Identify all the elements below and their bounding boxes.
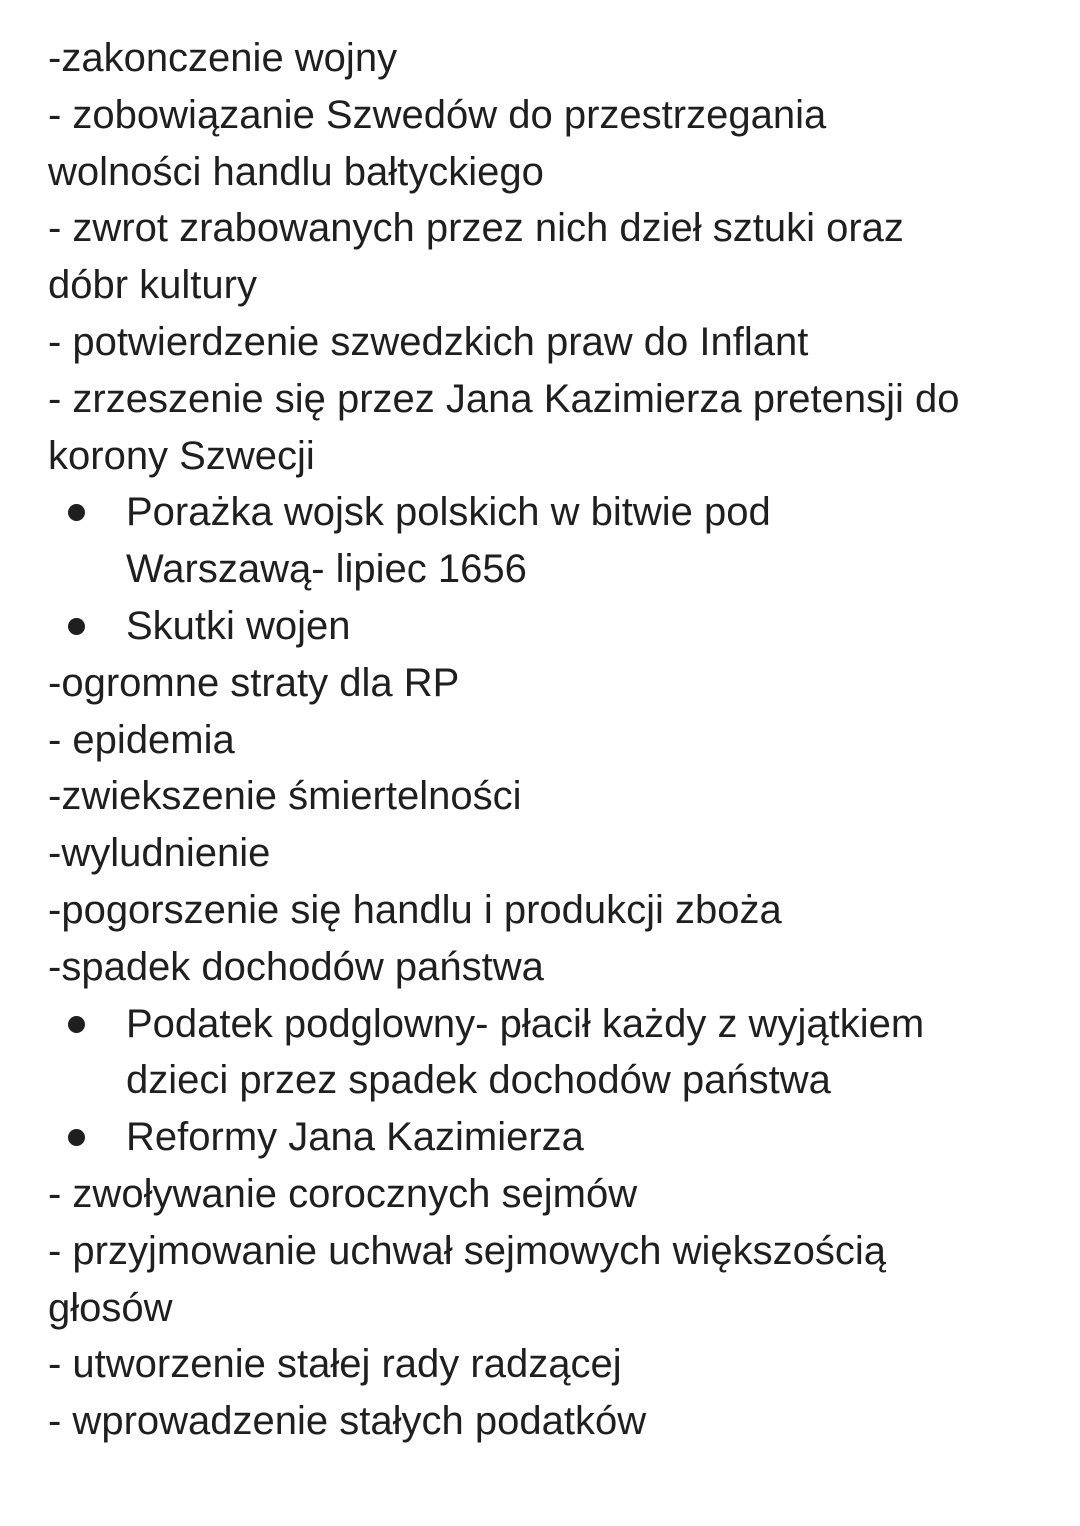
text-line: -pogorszenie się handlu i produkcji zboża (48, 887, 782, 932)
bullet-item (48, 598, 1040, 655)
text-line: -zakonczenie wojny (48, 36, 398, 80)
bullet-text: Warszawą- lipiec 1656 (126, 547, 527, 592)
text-line: -spadek dochodów państwa (48, 944, 544, 989)
text-line: - utworzenie stałej rady radzącej (48, 1342, 622, 1387)
text-line: - zwrot zrabowanych przez nich dzieł sztuki oraz (48, 206, 904, 251)
bullet-dot-icon (68, 618, 85, 635)
bullet-item (48, 996, 1040, 1110)
text-line: - zwoływanie corocznych sejmów (48, 1171, 638, 1216)
bullet-text: Podatek podglowny- płacił każdy z wyjątkiem (126, 1001, 925, 1046)
bullet-text: dzieci przez spadek dochodów państwa (126, 1058, 831, 1103)
bullet-dot-icon (68, 1129, 85, 1146)
text-line: -wyludnienie (48, 831, 271, 876)
text-line: korony Szwecji (48, 433, 315, 478)
bullet-text: Reformy Jana Kazimierza (126, 1115, 584, 1160)
text-line: dóbr kultury (48, 263, 257, 308)
text-line: -ogromne straty dla RP (48, 660, 460, 705)
bullet-text: Skutki wojen (126, 603, 351, 648)
text-line: - wprowadzenie stałych podatków (48, 1399, 647, 1444)
bullet-text: Porażka wojsk polskich w bitwie pod (126, 490, 771, 535)
text-line: - zrzeszenie się przez Jana Kazimierza pretensji do (48, 376, 960, 421)
text-line: - przyjmowanie uchwał sejmowych większością (48, 1228, 887, 1273)
text-line: - epidemia (48, 717, 235, 762)
text-line: wolności handlu bałtyckiego (48, 149, 544, 194)
bullet-item (48, 484, 1040, 598)
text-line: - potwierdzenie szwedzkich praw do Inflant (48, 319, 809, 364)
bullet-item (48, 1109, 1040, 1166)
bullet-dot-icon (68, 1016, 85, 1033)
text-line: - zobowiązanie Szwedów do przestrzegania (48, 92, 827, 137)
bullet-dot-icon (68, 504, 85, 521)
text-line: -zwiekszenie śmiertelności (48, 774, 522, 819)
text-line: głosów (48, 1285, 173, 1330)
